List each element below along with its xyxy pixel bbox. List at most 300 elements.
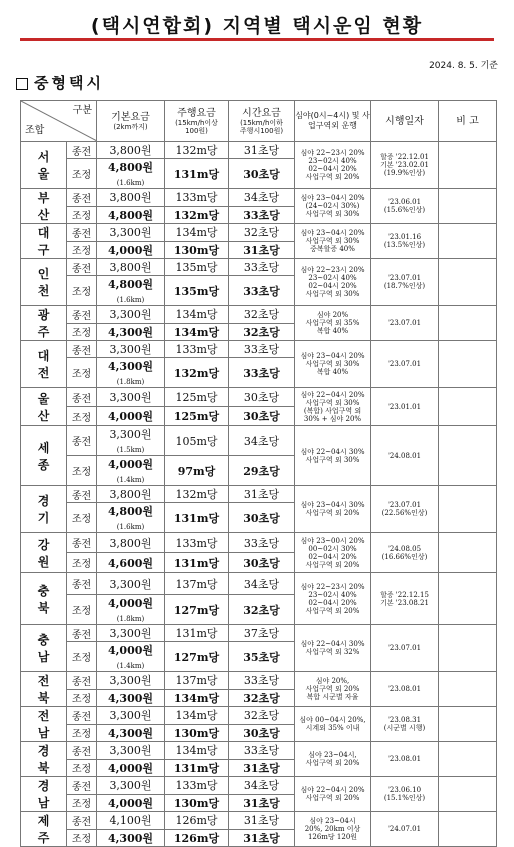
distance-fare-previous xyxy=(165,259,229,276)
time-fare-previous-text: 30초당 xyxy=(243,391,280,404)
base-fare-adjusted xyxy=(97,595,165,625)
time-fare-previous-text: 31초당 xyxy=(243,814,280,828)
surcharge-note-line: 사업구역 외 30% xyxy=(305,290,360,298)
time-fare-previous xyxy=(229,672,295,690)
row-kind-adjusted: 조정 xyxy=(67,759,97,777)
time-fare-previous-text: 31초당 xyxy=(243,488,280,501)
table-row-previous xyxy=(21,388,497,407)
row-kind-adjusted: 조정 xyxy=(67,358,97,388)
region-name: 대구 xyxy=(21,224,67,259)
surcharge-note-line: 사업구역 외 32% xyxy=(305,648,360,656)
table-row-previous xyxy=(21,224,497,242)
surcharge-note-line: (복합) 사업구역 외 xyxy=(303,406,362,415)
distance-fare-previous-text: 131m당 xyxy=(175,627,218,640)
surcharge-note-line: 심야 22~23시 20% xyxy=(300,266,365,274)
distance-fare-adjusted xyxy=(165,241,229,259)
surcharge-note-line: 심야 22~04시 20% xyxy=(300,786,365,794)
memo-cell xyxy=(439,812,497,847)
surcharge-note-line: 심야 22~04시 30% xyxy=(300,447,365,456)
surcharge-note-line: 심야 22~23시 20% xyxy=(300,582,365,591)
base-fare-adjusted xyxy=(97,794,165,812)
surcharge-note-line: 사업구역 외 30% xyxy=(305,360,360,368)
region-name: 전북 xyxy=(21,672,67,707)
effective-date xyxy=(371,625,439,672)
base-fare-previous xyxy=(97,306,165,324)
base-fare-previous-text: 3,800원 xyxy=(109,536,152,550)
surcharge-note xyxy=(295,812,371,847)
time-fare-adjusted xyxy=(229,759,295,777)
base-fare-adjusted-text: 4,300원 xyxy=(107,325,154,339)
effective-date-line: (15.6%인상) xyxy=(383,206,426,214)
region-name: 인천 xyxy=(21,259,67,306)
memo-cell xyxy=(439,306,497,341)
surcharge-note-line: 사업구역 외 20% xyxy=(305,173,360,181)
time-fare-adjusted-text: 31초당 xyxy=(243,796,280,810)
time-fare-adjusted xyxy=(229,276,295,306)
time-fare-previous xyxy=(229,224,295,242)
table-row-previous xyxy=(21,672,497,690)
base-fare-adjusted-note: (1.8km) xyxy=(116,378,145,386)
time-fare-previous xyxy=(229,812,295,830)
time-fare-previous xyxy=(229,426,295,456)
effective-date-line: (13.5%인상) xyxy=(383,241,426,249)
memo-cell xyxy=(439,259,497,306)
surcharge-note-line: 사업구역 외 30% xyxy=(305,398,360,407)
memo-cell xyxy=(439,625,497,672)
time-fare-adjusted xyxy=(229,503,295,533)
effective-date-line: 기본 '23.08.21 xyxy=(380,598,429,607)
base-fare-previous xyxy=(97,388,165,407)
surcharge-note-line: 23~02시 40% xyxy=(308,590,357,599)
base-fare-adjusted-note: (1.4km) xyxy=(116,476,145,484)
surcharge-note-line: 복합 시군별 자율 xyxy=(306,693,359,701)
time-fare-previous-text: 33초당 xyxy=(243,744,280,758)
surcharge-note-line: 복합 40% xyxy=(316,327,349,335)
time-fare-adjusted xyxy=(229,456,295,486)
time-fare-adjusted-text: 32초당 xyxy=(243,691,280,705)
base-fare-adjusted xyxy=(97,276,165,306)
effective-date xyxy=(371,426,439,486)
table-row-previous xyxy=(21,707,497,725)
table-row-previous xyxy=(21,533,497,553)
base-fare-previous xyxy=(97,777,165,795)
distance-fare-adjusted-text: 131m당 xyxy=(173,167,220,181)
row-kind-adjusted: 조정 xyxy=(67,642,97,672)
time-fare-adjusted-text: 30초당 xyxy=(243,726,280,740)
base-fare-adjusted xyxy=(97,642,165,672)
surcharge-note-line: 사업구역 외 20% xyxy=(305,685,360,693)
distance-fare-previous xyxy=(165,426,229,456)
time-fare-previous-text: 33초당 xyxy=(243,261,280,274)
row-kind-adjusted: 조정 xyxy=(67,553,97,573)
checkbox-square-icon xyxy=(16,78,28,90)
base-fare-previous xyxy=(97,259,165,276)
base-fare-previous xyxy=(97,142,165,159)
time-fare-adjusted-text: 33초당 xyxy=(243,284,280,298)
time-fare-previous-text: 32초당 xyxy=(243,226,280,240)
distance-fare-adjusted-text: 131m당 xyxy=(173,761,220,775)
base-fare-adjusted xyxy=(97,159,165,189)
effective-date-line: '23.07.01 xyxy=(387,644,422,652)
effective-date-line: '23.08.01 xyxy=(387,755,422,763)
section-heading xyxy=(16,72,104,93)
distance-fare-previous-text: 134m당 xyxy=(175,709,218,723)
distance-fare-adjusted-text: 127m당 xyxy=(173,650,220,664)
surcharge-note-line: 심야 22~04시 30% xyxy=(300,640,365,648)
time-fare-previous xyxy=(229,707,295,725)
effective-date-line: '23.01.01 xyxy=(387,402,422,411)
memo-cell xyxy=(439,486,497,533)
row-kind-adjusted: 조정 xyxy=(67,323,97,341)
distance-fare-adjusted-text: 131m당 xyxy=(173,556,220,570)
time-fare-previous-text: 34초당 xyxy=(243,577,280,591)
effective-date-line: (18.7%인상) xyxy=(383,282,426,290)
distance-fare-adjusted xyxy=(165,276,229,306)
row-kind-adjusted: 조정 xyxy=(67,206,97,224)
header-category: 구분 xyxy=(72,105,92,116)
surcharge-note-line: 126m당 120원 xyxy=(307,833,358,841)
surcharge-note-line: 23~02시 40% xyxy=(308,274,357,282)
time-fare-adjusted-text: 30초당 xyxy=(243,556,280,570)
table-row-previous xyxy=(21,306,497,324)
effective-date xyxy=(371,341,439,388)
time-fare-previous-text: 31초당 xyxy=(243,144,280,157)
distance-fare-adjusted-text: 130m당 xyxy=(173,243,220,257)
base-fare-adjusted xyxy=(97,759,165,777)
effective-date-line: (시군별 시행) xyxy=(383,724,426,732)
time-fare-previous-text: 34초당 xyxy=(243,779,280,793)
base-fare-adjusted-text: 4,800원 xyxy=(107,505,154,518)
base-fare-previous-note: (1.5km) xyxy=(116,446,145,454)
base-fare-previous xyxy=(97,341,165,358)
effective-date-line: (22.56%인상) xyxy=(381,509,428,517)
base-fare-previous-text: 3,800원 xyxy=(109,488,152,501)
base-fare-adjusted xyxy=(97,553,165,573)
distance-fare-previous xyxy=(165,573,229,595)
time-fare-previous xyxy=(229,573,295,595)
distance-fare-previous-text: 132m당 xyxy=(175,488,218,501)
row-kind-previous: 종전 xyxy=(67,142,97,159)
distance-fare-previous xyxy=(165,812,229,830)
time-fare-adjusted-text: 29초당 xyxy=(243,464,280,478)
base-fare-previous-text: 3,300원 xyxy=(109,428,152,441)
region-name: 경남 xyxy=(21,777,67,812)
effective-date-line: '24.07.01 xyxy=(387,825,422,833)
distance-fare-previous-text: 137m당 xyxy=(175,577,218,591)
time-fare-adjusted xyxy=(229,794,295,812)
distance-fare-previous-text: 132m당 xyxy=(175,144,218,157)
document-title: (택시연합회) 지역별 택시운임 현황 xyxy=(90,15,424,37)
surcharge-note-line: 심야 00~04시 20%, xyxy=(299,716,366,724)
base-fare-adjusted-text: 4,300원 xyxy=(107,691,154,705)
time-fare-previous-text: 32초당 xyxy=(243,308,280,322)
effective-date xyxy=(371,533,439,573)
surcharge-note xyxy=(295,306,371,341)
surcharge-note-line: 사업구역 외 20% xyxy=(305,759,360,767)
distance-fare-previous-text: 133m당 xyxy=(175,343,218,356)
distance-fare-adjusted xyxy=(165,689,229,707)
time-fare-adjusted xyxy=(229,407,295,426)
distance-fare-previous xyxy=(165,672,229,690)
distance-fare-previous xyxy=(165,625,229,642)
surcharge-note xyxy=(295,259,371,306)
row-kind-adjusted: 조정 xyxy=(67,407,97,426)
time-fare-previous-text: 34초당 xyxy=(243,434,280,448)
surcharge-note-line: 02~04시 20% xyxy=(308,552,357,561)
surcharge-note xyxy=(295,341,371,388)
region-name: 부산 xyxy=(21,189,67,224)
surcharge-note-line: 02~04시 20% xyxy=(308,165,357,173)
base-fare-adjusted xyxy=(97,206,165,224)
base-fare-adjusted xyxy=(97,829,165,847)
time-fare-previous xyxy=(229,341,295,358)
base-fare-adjusted xyxy=(97,323,165,341)
distance-fare-adjusted xyxy=(165,642,229,672)
surcharge-note xyxy=(295,533,371,573)
table-row-previous xyxy=(21,742,497,760)
base-fare-adjusted-text: 4,000원 xyxy=(107,243,154,257)
distance-fare-adjusted xyxy=(165,456,229,486)
row-kind-previous: 종전 xyxy=(67,259,97,276)
base-fare-previous-text: 3,300원 xyxy=(109,674,152,688)
base-fare-adjusted-text: 4,800원 xyxy=(107,161,154,174)
row-kind-adjusted: 조정 xyxy=(67,456,97,486)
base-fare-previous-text: 3,300원 xyxy=(109,779,152,793)
memo-cell xyxy=(439,742,497,777)
row-kind-previous: 종전 xyxy=(67,426,97,456)
base-fare-adjusted xyxy=(97,724,165,742)
base-fare-adjusted-note: (1.4km) xyxy=(116,662,145,670)
surcharge-note xyxy=(295,189,371,224)
base-fare-adjusted-text: 4,000원 xyxy=(107,458,154,471)
distance-fare-adjusted xyxy=(165,724,229,742)
time-fare-previous xyxy=(229,742,295,760)
base-fare-previous-text: 3,300원 xyxy=(109,627,152,640)
region-name: 충남 xyxy=(21,625,67,672)
base-fare-adjusted xyxy=(97,407,165,426)
region-name: 제주 xyxy=(21,812,67,847)
region-name: 광주 xyxy=(21,306,67,341)
surcharge-note xyxy=(295,777,371,812)
region-name: 대전 xyxy=(21,341,67,388)
time-fare-previous-text: 33초당 xyxy=(243,674,280,688)
surcharge-note-line: 사업구역 외 35% xyxy=(305,319,360,327)
base-fare-adjusted xyxy=(97,358,165,388)
distance-fare-previous xyxy=(165,777,229,795)
table-row-previous xyxy=(21,142,497,159)
row-kind-adjusted: 조정 xyxy=(67,829,97,847)
distance-fare-previous-text: 133m당 xyxy=(175,191,218,205)
region-name: 세종 xyxy=(21,426,67,486)
time-fare-previous xyxy=(229,189,295,207)
base-fare-previous xyxy=(97,224,165,242)
distance-fare-adjusted-text: 134m당 xyxy=(173,691,220,705)
effective-date-line: 할증 '22.12.15 xyxy=(380,590,429,599)
base-fare-adjusted-text: 4,000원 xyxy=(107,597,154,610)
surcharge-note-line: 사업구역 외 20% xyxy=(305,794,360,802)
time-fare-adjusted-text: 31초당 xyxy=(243,761,280,775)
base-fare-previous-text: 3,300원 xyxy=(109,343,152,356)
table-header-row xyxy=(21,101,497,142)
effective-date-line: '23.07.01 xyxy=(387,274,422,282)
time-fare-adjusted-text: 30초당 xyxy=(243,167,280,181)
surcharge-note-line: 중복할증 40% xyxy=(310,245,355,253)
base-fare-previous xyxy=(97,742,165,760)
surcharge-note-line: 20%, 20km 이상 xyxy=(304,825,361,833)
time-fare-adjusted xyxy=(229,829,295,847)
surcharge-note xyxy=(295,388,371,426)
distance-fare-adjusted xyxy=(165,595,229,625)
surcharge-note-line: 심야 23~04시 20% xyxy=(300,194,365,202)
effective-date xyxy=(371,486,439,533)
distance-fare-adjusted xyxy=(165,503,229,533)
surcharge-note-line: 23~02시 40% xyxy=(308,157,357,165)
memo-cell xyxy=(439,672,497,707)
effective-date-line: '23.01.16 xyxy=(387,233,422,241)
base-fare-previous-text: 3,300원 xyxy=(109,709,152,723)
header-distance-fare: 주행요금 (15km/h이상 100원) xyxy=(165,101,229,142)
distance-fare-previous-text: 134m당 xyxy=(175,744,218,758)
surcharge-note-line: 심야 23~04시 20% xyxy=(300,352,365,360)
effective-date xyxy=(371,388,439,426)
surcharge-note-line: 심야 23~00시 20% xyxy=(300,536,365,545)
distance-fare-previous-text: 126m당 xyxy=(175,814,218,828)
memo-cell xyxy=(439,533,497,573)
distance-fare-previous-text: 135m당 xyxy=(175,261,218,274)
table-row-previous xyxy=(21,573,497,595)
distance-fare-adjusted xyxy=(165,159,229,189)
surcharge-note-line: 사업구역 외 20% xyxy=(305,560,360,569)
effective-date-line: (15.1%인상) xyxy=(383,794,426,802)
effective-date-line: 할증 '22.12.01 xyxy=(380,153,429,161)
time-fare-adjusted xyxy=(229,553,295,573)
time-fare-previous xyxy=(229,388,295,407)
distance-fare-previous xyxy=(165,388,229,407)
header-association: 조합 xyxy=(25,125,45,136)
distance-fare-previous-text: 134m당 xyxy=(175,226,218,240)
time-fare-adjusted xyxy=(229,159,295,189)
base-fare-adjusted xyxy=(97,456,165,486)
distance-fare-adjusted xyxy=(165,323,229,341)
base-fare-adjusted-text: 4,000원 xyxy=(107,410,154,423)
header-effective-date: 시행일자 xyxy=(371,101,439,142)
base-fare-adjusted-text: 4,000원 xyxy=(107,761,154,775)
base-fare-previous-text: 4,100원 xyxy=(109,814,152,828)
region-name: 경북 xyxy=(21,742,67,777)
table-row-previous xyxy=(21,189,497,207)
memo-cell xyxy=(439,426,497,486)
time-fare-previous xyxy=(229,142,295,159)
distance-fare-previous-text: 133m당 xyxy=(175,779,218,793)
surcharge-note-line: 심야 23~04시 20% xyxy=(300,229,365,237)
row-kind-previous: 종전 xyxy=(67,486,97,503)
base-fare-previous-text: 3,800원 xyxy=(109,144,152,157)
base-fare-adjusted-note: (1.6km) xyxy=(116,523,145,531)
reference-date: 2024. 8. 5. 기준 xyxy=(429,61,498,71)
base-fare-previous xyxy=(97,812,165,830)
base-fare-previous-text: 3,800원 xyxy=(109,261,152,274)
effective-date xyxy=(371,224,439,259)
surcharge-note-line: 심야 22~23시 20% xyxy=(300,149,365,157)
distance-fare-adjusted-text: 130m당 xyxy=(173,796,220,810)
surcharge-note-line: 심야 20% xyxy=(316,311,349,319)
region-name: 울산 xyxy=(21,388,67,426)
effective-date xyxy=(371,142,439,189)
memo-cell xyxy=(439,341,497,388)
base-fare-adjusted-text: 4,800원 xyxy=(107,208,154,222)
time-fare-adjusted xyxy=(229,595,295,625)
surcharge-note-line: (24~02시 30%) xyxy=(305,202,360,210)
fare-table-body xyxy=(21,142,497,847)
surcharge-note xyxy=(295,672,371,707)
base-fare-previous xyxy=(97,672,165,690)
distance-fare-adjusted xyxy=(165,358,229,388)
time-fare-previous xyxy=(229,259,295,276)
surcharge-note xyxy=(295,742,371,777)
distance-fare-adjusted-text: 97m당 xyxy=(177,464,216,478)
effective-date-line: (16.66%인상) xyxy=(381,552,428,561)
surcharge-note-line: 사업구역 외 30% xyxy=(305,237,360,245)
distance-fare-adjusted-text: 132m당 xyxy=(173,208,220,222)
row-kind-previous: 종전 xyxy=(67,707,97,725)
base-fare-adjusted-text: 4,300원 xyxy=(107,726,154,740)
distance-fare-previous-text: 133m당 xyxy=(175,536,218,550)
fare-table xyxy=(20,100,497,847)
header-memo: 비 고 xyxy=(439,101,497,142)
time-fare-previous-text: 34초당 xyxy=(243,191,280,205)
surcharge-note-line: 심야 22~04시 20% xyxy=(300,390,365,399)
base-fare-previous xyxy=(97,573,165,595)
effective-date xyxy=(371,742,439,777)
distance-fare-adjusted xyxy=(165,553,229,573)
base-fare-adjusted-note: (1.8km) xyxy=(116,615,145,623)
time-fare-previous xyxy=(229,533,295,553)
surcharge-note-line: 사업구역 외 20% xyxy=(305,606,360,615)
base-fare-previous-text: 3,300원 xyxy=(109,308,152,322)
time-fare-previous xyxy=(229,486,295,503)
region-name: 서울 xyxy=(21,142,67,189)
base-fare-previous xyxy=(97,533,165,553)
base-fare-previous-text: 3,300원 xyxy=(109,577,152,591)
surcharge-note-line: 00~02시 30% xyxy=(308,544,357,553)
header-time-fare: 시간요금 (15km/h이하 주행시100원) xyxy=(229,101,295,142)
memo-cell xyxy=(439,573,497,625)
surcharge-note-line: 02~04시 20% xyxy=(308,282,357,290)
distance-fare-adjusted-text: 130m당 xyxy=(173,726,220,740)
base-fare-previous-text: 3,300원 xyxy=(109,391,152,404)
table-row-previous xyxy=(21,812,497,830)
time-fare-adjusted xyxy=(229,358,295,388)
effective-date-line: '23.06.10 xyxy=(387,786,422,794)
surcharge-note-line: 사업구역 외 30% xyxy=(305,210,360,218)
row-kind-adjusted: 조정 xyxy=(67,689,97,707)
time-fare-adjusted xyxy=(229,642,295,672)
distance-fare-adjusted-text: 126m당 xyxy=(173,831,220,845)
time-fare-adjusted-text: 31초당 xyxy=(243,831,280,845)
header-surcharge: 심야(0시~4시) 및 사업구역외 운행 xyxy=(295,101,371,142)
base-fare-adjusted-text: 4,600원 xyxy=(107,556,154,570)
effective-date xyxy=(371,306,439,341)
base-fare-previous xyxy=(97,486,165,503)
distance-fare-previous xyxy=(165,707,229,725)
effective-date-line: '23.06.01 xyxy=(387,198,422,206)
distance-fare-previous-text: 137m당 xyxy=(175,674,218,688)
memo-cell xyxy=(439,777,497,812)
surcharge-note xyxy=(295,426,371,486)
time-fare-previous xyxy=(229,306,295,324)
row-kind-previous: 종전 xyxy=(67,672,97,690)
base-fare-adjusted-text: 4,000원 xyxy=(107,644,154,657)
